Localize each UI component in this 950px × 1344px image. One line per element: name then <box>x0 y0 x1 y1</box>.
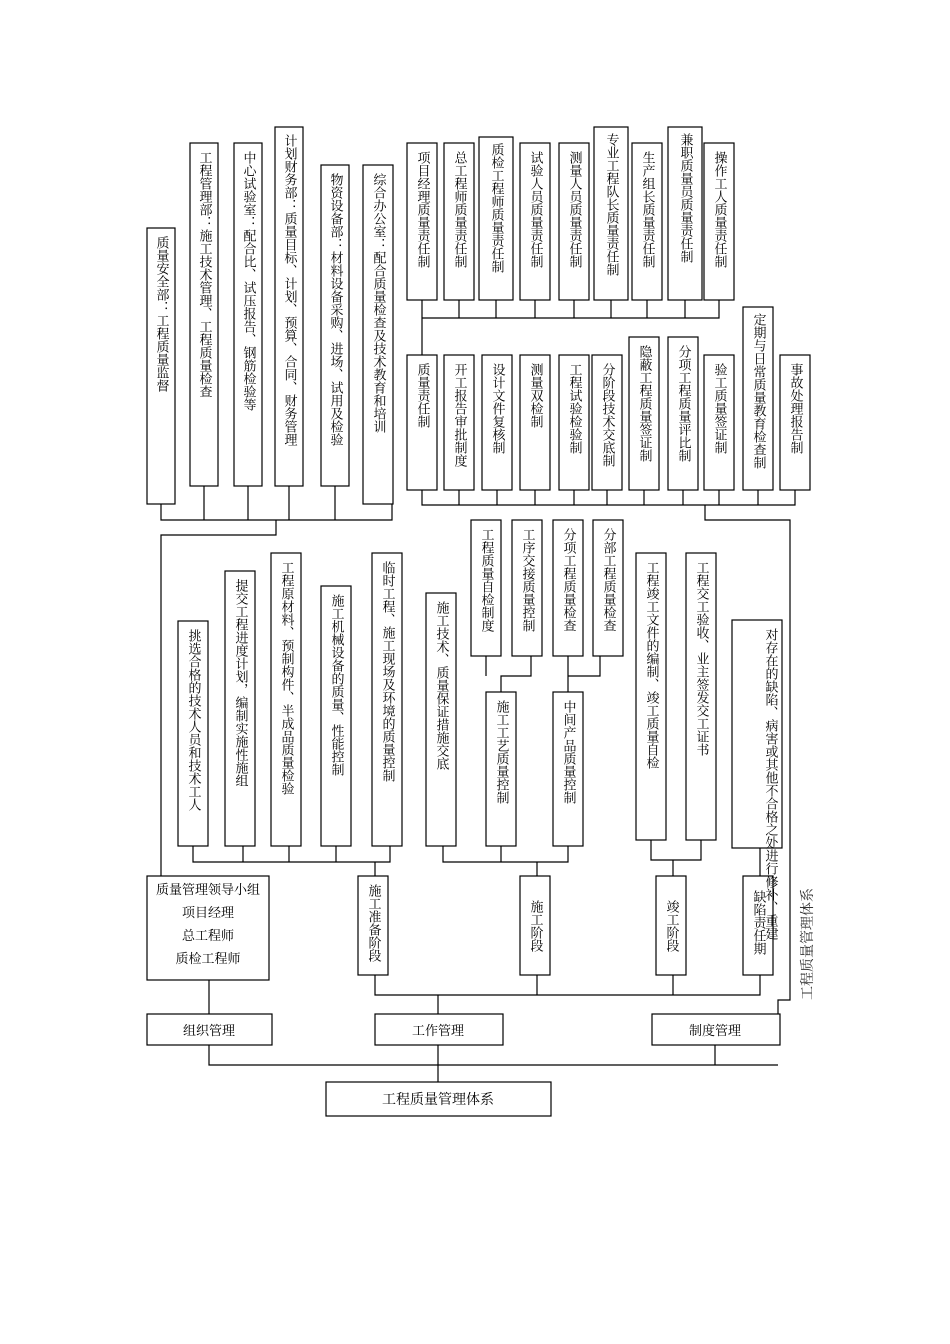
department-item: 物资设备部：材料设备采购、进场、试用及检验 <box>327 173 343 446</box>
root-node <box>326 1082 551 1116</box>
branch-sys <box>652 1014 780 1045</box>
system-item: 开工报告审批制度 <box>451 363 467 467</box>
prep-item: 挑选合格的技术人员和技术工人 <box>185 629 201 811</box>
systems <box>407 307 810 490</box>
stage-prep: 施工准备阶段 <box>365 884 381 962</box>
root-label: 工程质量管理体系 <box>382 1092 494 1108</box>
org-group-line: 质量管理领导小组 <box>155 883 261 898</box>
prep-item: 工程原材料、预制构件、半成品质量检验 <box>278 561 294 795</box>
branch-org-label: 组织管理 <box>182 1024 236 1039</box>
department-item: 综合办公室：配合质量检查及技术教育和培训 <box>370 173 386 433</box>
org-group-line: 总工程师 <box>181 929 235 944</box>
stage-construct: 施工阶段 <box>527 900 543 952</box>
branch-org <box>147 1014 272 1045</box>
stage-complete: 竣工阶段 <box>663 900 679 952</box>
system-item: 分项工程质量评比制 <box>675 345 691 462</box>
responsibility-item: 操作工人质量责任制 <box>711 151 727 268</box>
system-item: 定期与日常质量教育检查制 <box>750 313 766 469</box>
construct-item-subitem: 分项工程质量检查 <box>560 528 576 632</box>
responsibility-item: 质检工程师质量责任制 <box>488 143 504 273</box>
construct-item-process: 施工工艺质量控制 <box>493 700 509 804</box>
prep-items <box>178 553 402 846</box>
construct-item-subpart: 分部工程质量检查 <box>600 528 616 632</box>
construct-items <box>426 520 623 846</box>
responsibility-item: 兼职质量员质量责任制 <box>677 133 693 263</box>
construct-item-mid: 中间产品质量控制 <box>560 700 576 804</box>
branch-work-label: 工作管理 <box>411 1024 465 1039</box>
prep-item: 提交工程进度计划，编制实施性施组 <box>232 579 248 787</box>
responsibility-item: 总工程师质量责任制 <box>451 151 467 268</box>
departments <box>147 127 393 504</box>
org-group-box <box>147 876 269 980</box>
department-item: 工程管理部：施工技术管理、工程质量检查 <box>196 151 212 398</box>
prep-item: 临时工程、施工现场及环境的质量控制 <box>379 561 395 782</box>
responsibility-item: 测量人员质量责任制 <box>566 151 582 268</box>
branch-work <box>375 1014 503 1045</box>
system-item: 分阶段技术交底制 <box>599 363 615 467</box>
responsibilities <box>407 127 734 300</box>
responsibility-item: 专业工程队长质量责任制 <box>603 133 619 276</box>
org-group-line: 项目经理 <box>181 906 235 921</box>
department-item: 中心试验室：配合比、试压报告、钢筋检验等 <box>240 151 256 411</box>
system-item: 质量责任制 <box>414 363 430 428</box>
stage-warranty: 缺陷责任期 <box>750 890 766 955</box>
org-group-line: 质检工程师 <box>175 952 241 967</box>
system-item: 测量双检制 <box>527 363 543 428</box>
warranty-item: 对存在的缺陷、病害或其他不合格之处进行修补、重建 <box>762 628 778 940</box>
complete-item: 工程竣工文件的编制、竣工质量自检 <box>643 561 659 769</box>
construct-item-handover: 工序交接质量控制 <box>519 528 535 632</box>
responsibility-item: 试验人员质量责任制 <box>527 151 543 268</box>
complete-item: 工程交工验收、业主签发交工证书 <box>693 561 709 756</box>
system-item: 隐蔽工程质量签证制 <box>636 345 652 462</box>
department-item: 质量安全部：工程质量监督 <box>153 236 169 392</box>
prep-item: 施工机械设备的质量、性能控制 <box>328 594 344 776</box>
complete-items <box>636 553 716 840</box>
construct-item-self: 工程质量自检制度 <box>478 528 494 632</box>
diagram-caption: 工程质量管理体系 <box>800 888 816 1000</box>
system-item: 工程试验检验制 <box>566 363 582 454</box>
branch-sys-label: 制度管理 <box>688 1024 742 1039</box>
construct-item-tech: 施工技术、质量保证措施交底 <box>433 601 449 770</box>
responsibility-item: 生产组长质量责任制 <box>639 151 655 268</box>
department-item: 计划财务部：质量目标、计划、预算、合同、财务管理 <box>281 134 297 446</box>
stages <box>358 876 773 975</box>
system-item: 事故处理报告制 <box>787 363 803 454</box>
system-item: 验工质量签证制 <box>711 363 727 454</box>
responsibility-item: 项目经理质量责任制 <box>414 151 430 268</box>
system-item: 设计文件复核制 <box>489 363 505 454</box>
